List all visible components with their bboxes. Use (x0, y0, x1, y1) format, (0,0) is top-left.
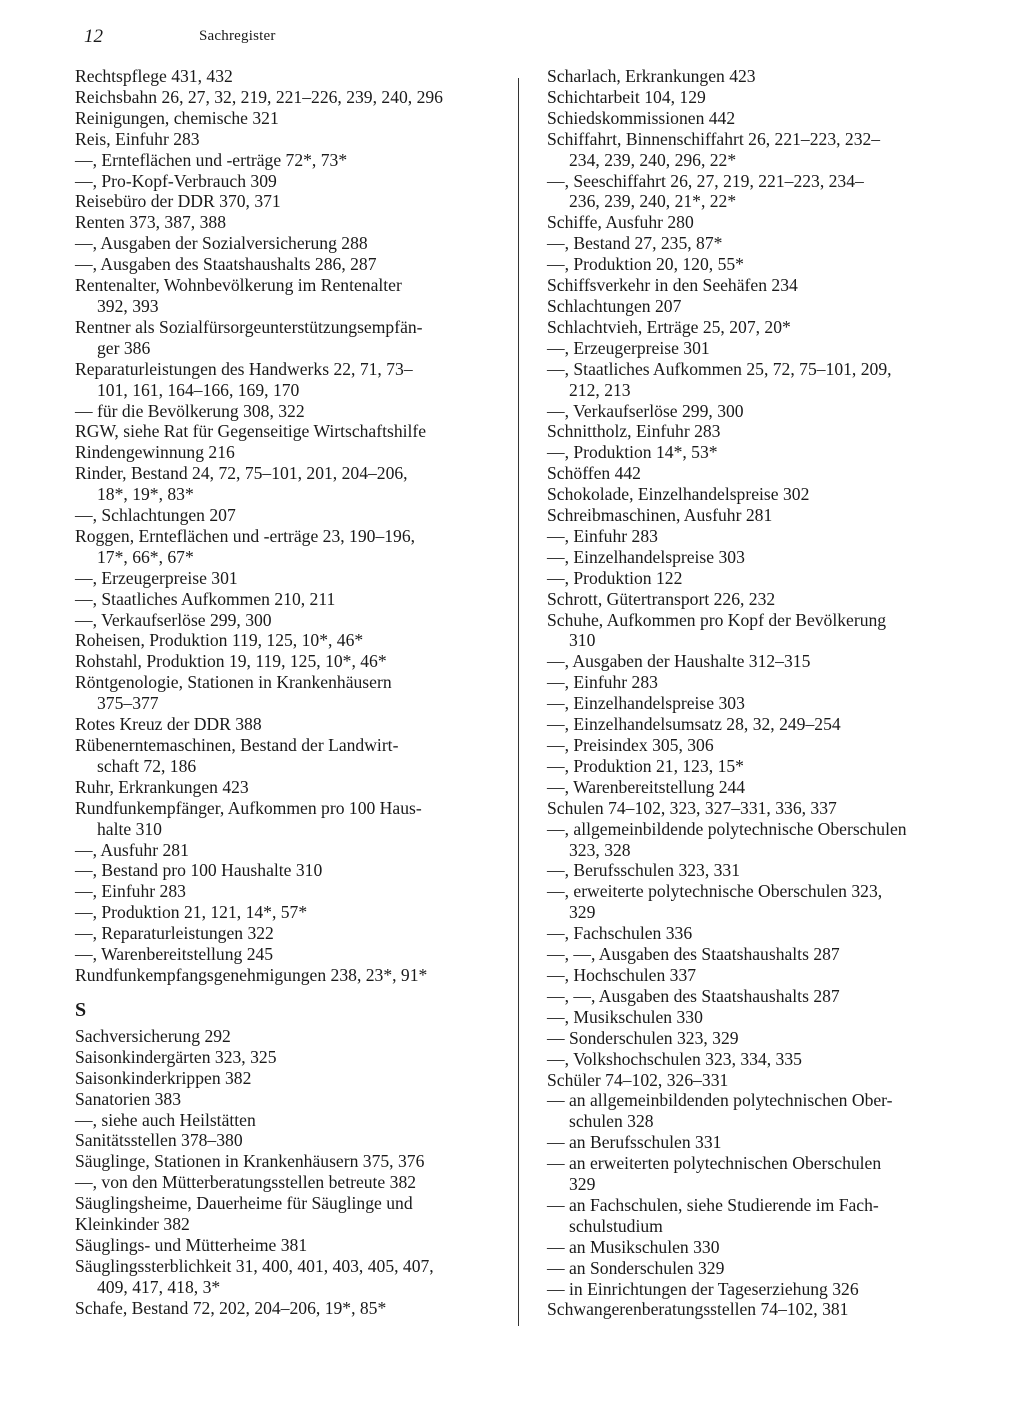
index-entry: Rentenalter, Wohnbevölkerung im Rentenalter (75, 275, 402, 296)
left-column (75, 66, 515, 1319)
index-entry: ger 386 (97, 337, 151, 358)
index-entry: 212, 213 (569, 379, 631, 400)
index-entry: Reichsbahn 26, 27, 32, 219, 221–226, 239, 240, 296 (75, 86, 443, 107)
index-entry: Schiedskommissionen 442 (547, 107, 736, 128)
index-entry: —, Verkaufserlöse 299, 300 (547, 400, 744, 421)
index-entry: —, Warenbereitstellung 244 (547, 776, 746, 797)
index-entry: RGW, siehe Rat für Gegenseitige Wirtschaftshilfe (75, 421, 427, 442)
index-entry: —, Produktion 20, 120, 55* (547, 254, 744, 275)
index-entry: Rindengewinnung 216 (75, 442, 235, 463)
running-title: Sachregister (199, 28, 276, 44)
index-entry: —, —, Ausgaben des Staatshaushalts 287 (547, 985, 840, 1006)
index-entry: —, Warenbereitstellung 245 (75, 944, 274, 965)
index-entry: — an Berufsschulen 331 (547, 1132, 722, 1153)
index-entry: —, Pro-Kopf-Verbrauch 309 (75, 170, 277, 191)
index-entry: 18*, 19*, 83* (97, 484, 194, 505)
index-entry: —, Ausgaben der Haushalte 312–315 (547, 651, 811, 672)
index-entry: Schuhe, Aufkommen pro Kopf der Bevölkerung (547, 609, 887, 630)
index-entry: — an Musikschulen 330 (547, 1236, 720, 1257)
index-entry: —, Hochschulen 337 (547, 964, 697, 985)
index-entry: Kleinkinder 382 (75, 1214, 190, 1235)
index-entry: Schiffahrt, Binnenschiffahrt 26, 221–223, 232– (547, 128, 881, 149)
index-entry: 329 (569, 1174, 596, 1195)
index-entry: Säuglings- und Mütterheime 381 (75, 1234, 308, 1255)
index-entry: Säuglingssterblichkeit 31, 400, 401, 403, 405, 407, (75, 1255, 434, 1276)
index-entry: 392, 393 (97, 295, 159, 316)
index-entry: Säuglingsheime, Dauerheime für Säuglinge und (75, 1193, 413, 1214)
page-number: 12 (84, 26, 103, 47)
index-entry: —, Einzelhandelsumsatz 28, 32, 249–254 (547, 714, 841, 735)
index-entry: Sachversicherung 292 (75, 1025, 231, 1046)
index-entry: Reparaturleistungen des Handwerks 22, 71, 73– (75, 358, 413, 379)
index-entry: Schüler 74–102, 326–331 (547, 1069, 729, 1090)
index-entry: 409, 417, 418, 3* (97, 1276, 221, 1297)
index-entry: Schiffe, Ausfuhr 280 (547, 212, 694, 233)
right-column (547, 66, 987, 1320)
index-entry: 323, 328 (569, 839, 631, 860)
index-entry: 236, 239, 240, 21*, 22* (569, 191, 737, 212)
index-entry: Rundfunkempfangsgenehmigungen 238, 23*, 91* (75, 964, 428, 985)
index-entry: —, Preisindex 305, 306 (547, 735, 714, 755)
index-entry: Saisonkinderkrippen 382 (75, 1067, 252, 1088)
index-entry: Reisebüro der DDR 370, 371 (75, 191, 281, 212)
index-entry: —, Schlachtungen 207 (75, 505, 236, 526)
index-entry: —, Verkaufserlöse 299, 300 (75, 609, 272, 630)
index-entry: 234, 239, 240, 296, 22* (569, 149, 737, 170)
index-entry: —, Produktion 21, 123, 15* (547, 755, 744, 776)
index-entry: —, Produktion 14*, 53* (547, 442, 718, 463)
index-entry: —, Bestand pro 100 Haushalte 310 (75, 860, 323, 881)
index-entry: —, Fachschulen 336 (547, 923, 693, 944)
index-entry: Rübenerntemaschinen, Bestand der Landwirt- (75, 735, 399, 755)
index-entry: Sanitätsstellen 378–380 (75, 1130, 243, 1151)
index-entry: schulstudium (569, 1215, 663, 1236)
index-entry: Röntgenologie, Stationen in Krankenhäusern (75, 672, 392, 693)
index-entry: —, Staatliches Aufkommen 25, 72, 75–101, 209, (547, 358, 892, 379)
index-entry: —, Volkshochschulen 323, 334, 335 (547, 1048, 802, 1069)
index-entry: —, Produktion 21, 121, 14*, 57* (75, 902, 308, 923)
index-entry: Rechtspflege 431, 432 (75, 66, 233, 86)
index-entry: —, Ausgaben der Sozialversicherung 288 (75, 233, 368, 254)
index-entry: 329 (569, 902, 596, 923)
index-entry: —, Staatliches Aufkommen 210, 211 (75, 588, 336, 609)
index-entry: 101, 161, 164–166, 169, 170 (97, 379, 300, 400)
index-entry: Scharlach, Erkrankungen 423 (547, 66, 756, 86)
index-entry: Renten 373, 387, 388 (75, 212, 226, 233)
index-entry: Säuglinge, Stationen in Krankenhäusern 375, 376 (75, 1151, 425, 1172)
index-entry: —, Ausfuhr 281 (75, 839, 189, 860)
index-entry: Schiffsverkehr in den Seehäfen 234 (547, 275, 798, 296)
index-entry: —, Ausgaben des Staatshaushalts 286, 287 (75, 254, 377, 275)
index-entry: halte 310 (97, 818, 162, 839)
index-entry: Schulen 74–102, 323, 327–331, 336, 337 (547, 797, 837, 818)
index-entry: Schwangerenberatungsstellen 74–102, 381 (547, 1299, 849, 1320)
index-entry: Schlachtvieh, Erträge 25, 207, 20* (547, 316, 791, 337)
index-entry: —, Erzeugerpreise 301 (75, 567, 238, 588)
index-entry: schulen 328 (569, 1111, 654, 1132)
index-entry: —, allgemeinbildende polytechnische Oberschulen (547, 818, 907, 839)
index-entry: —, Berufsschulen 323, 331 (547, 860, 741, 881)
index-entry: — in Einrichtungen der Tageserziehung 326 (547, 1278, 859, 1299)
index-entry: Schnittholz, Einfuhr 283 (547, 421, 721, 442)
index-entry: Roggen, Ernteflächen und -erträge 23, 190–196, (75, 525, 416, 546)
index-entry: 17*, 66*, 67* (97, 546, 194, 567)
index-entry: Reis, Einfuhr 283 (75, 128, 200, 149)
index-entry: Rohstahl, Produktion 19, 119, 125, 10*, 46* (75, 651, 387, 672)
index-entry: 310 (569, 630, 596, 651)
index-entry: Rinder, Bestand 24, 72, 75–101, 201, 204–206, (75, 463, 408, 484)
index-entry: Reinigungen, chemische 321 (75, 107, 279, 128)
index-entry: — an allgemeinbildenden polytechnischen Ober- (547, 1090, 893, 1111)
index-entry: Rotes Kreuz der DDR 388 (75, 714, 262, 735)
index-entry: Rentner als Sozialfürsorgeunterstützungsempfän- (75, 316, 423, 337)
index-entry: Schokolade, Einzelhandelspreise 302 (547, 484, 810, 505)
index-entry: —, Einfuhr 283 (547, 672, 658, 693)
index-entry: —, Produktion 122 (547, 567, 683, 588)
index-entry: —, Seeschiffahrt 26, 27, 219, 221–223, 234– (547, 170, 864, 191)
index-entry: — an erweiterten polytechnischen Oberschulen (547, 1153, 882, 1174)
index-entry: Schöffen 442 (547, 463, 641, 484)
index-entry: Schlachtungen 207 (547, 295, 682, 316)
page-header (84, 22, 684, 52)
index-entry: Schrott, Gütertransport 226, 232 (547, 588, 776, 609)
index-entry: —, Erzeugerpreise 301 (547, 337, 710, 358)
index-entry: —, Einfuhr 283 (547, 525, 658, 546)
index-entry: Sanatorien 383 (75, 1088, 182, 1109)
index-entry: —, Bestand 27, 235, 87* (547, 233, 723, 254)
index-entry: — Sonderschulen 323, 329 (547, 1027, 739, 1048)
column-divider (518, 78, 519, 1326)
index-entry: Rundfunkempfänger, Aufkommen pro 100 Haus- (75, 797, 422, 818)
index-entry: Saisonkindergärten 323, 325 (75, 1046, 277, 1067)
index-entry: —, erweiterte polytechnische Oberschulen 323, (547, 881, 883, 902)
index-entry: Schafe, Bestand 72, 202, 204–206, 19*, 85* (75, 1297, 387, 1318)
index-entry: —, Reparaturleistungen 322 (75, 923, 274, 944)
index-entry: Ruhr, Erkrankungen 423 (75, 776, 249, 797)
index-entry: — für die Bevölkerung 308, 322 (75, 400, 305, 421)
index-entry: —, Einfuhr 283 (75, 881, 186, 902)
section-letter: S (75, 998, 87, 1021)
index-entry: —, Einzelhandelspreise 303 (547, 693, 745, 714)
index-entry: —, Ernteflächen und -erträge 72*, 73* (75, 149, 348, 170)
index-entry: 375–377 (97, 693, 159, 714)
index-entry: Schreibmaschinen, Ausfuhr 281 (547, 505, 773, 526)
index-entry: —, —, Ausgaben des Staatshaushalts 287 (547, 944, 840, 965)
index-entry: Roheisen, Produktion 119, 125, 10*, 46* (75, 630, 364, 651)
index-entry: —, Einzelhandelspreise 303 (547, 546, 745, 567)
index-entry: — an Sonderschulen 329 (547, 1257, 725, 1278)
index-entry: Schichtarbeit 104, 129 (547, 86, 706, 107)
index-entry: —, Musikschulen 330 (547, 1006, 703, 1027)
index-entry: — an Fachschulen, siehe Studierende im Fach- (547, 1194, 879, 1215)
index-entry: schaft 72, 186 (97, 755, 197, 776)
index-entry: —, von den Mütterberatungsstellen betreute 382 (75, 1172, 417, 1193)
index-entry: —, siehe auch Heilstätten (75, 1109, 256, 1130)
